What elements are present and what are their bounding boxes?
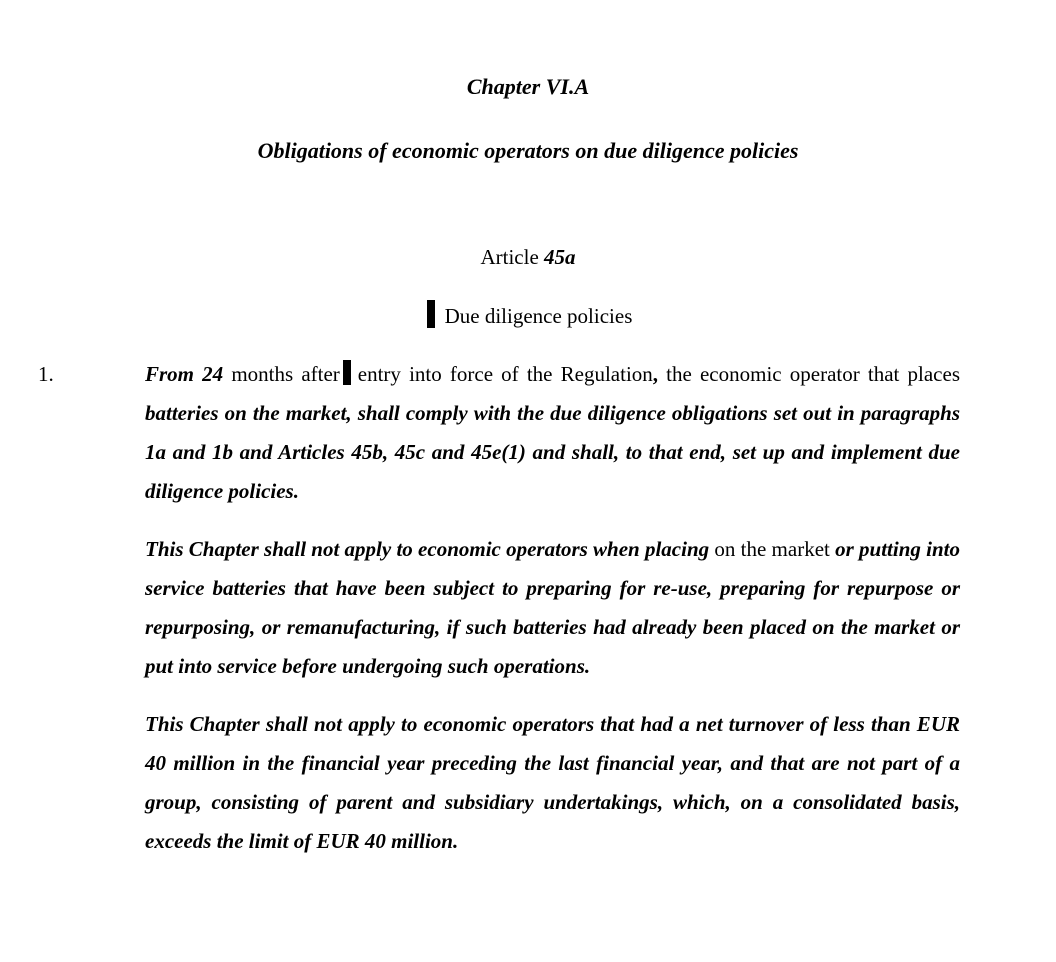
- paragraph-number: 1.: [38, 362, 54, 386]
- vertical-bar-marker-icon: [343, 360, 351, 385]
- text-run: Article: [480, 245, 545, 269]
- chapter-heading: Chapter VI.A: [466, 74, 590, 99]
- paragraph-3: [0, 705, 1056, 861]
- paragraph-text: [145, 712, 960, 853]
- paragraph-1: [0, 355, 1056, 511]
- text-run: entry into force of the Regulation: [357, 362, 653, 386]
- text-run: or putting into service batteries that have been subject to preparing for re-use, preparing for repurpose or repurposing, or remanufacturing, if such batteries had already been placed on the market or put into service before undergoing such operations.: [145, 537, 960, 678]
- text-run: This Chapter shall not apply to economic operators when placing: [145, 537, 715, 561]
- text-run: ,: [652, 362, 659, 386]
- paragraph-2: [0, 530, 1056, 686]
- text-run: 45a: [544, 245, 576, 269]
- text-run: months after: [223, 362, 340, 386]
- text-run: on the market: [714, 537, 836, 561]
- article-subtitle: [0, 300, 1056, 329]
- article-heading: [0, 245, 1056, 270]
- text-run: This Chapter shall not apply to economic operators that had a net turnover of less than EUR 40 million in the financial year preceding the last financial year, and that are not part of a group, consisting of parent and subsidiary undertakings, which, on a consolidated basis, exceeds the limit of EUR 40 million.: [145, 712, 960, 853]
- paragraph-text: [145, 362, 960, 503]
- vertical-bar-marker-icon: [427, 300, 435, 328]
- document-body: [0, 355, 1056, 880]
- text-run: From 24: [145, 362, 224, 386]
- paragraph-text: [145, 537, 960, 678]
- chapter-title: Obligations of economic operators on due diligence policies: [257, 138, 799, 163]
- text-run: batteries on the market, shall comply with the due diligence obligations set out in paragraphs 1a and 1b and Articles 45b, 45c and 45e(1) and shall, to that end, set up and implement due diligence policies.: [145, 401, 960, 503]
- text-run: the economic operator that places: [658, 362, 960, 386]
- text-run: Due diligence policies: [444, 304, 633, 328]
